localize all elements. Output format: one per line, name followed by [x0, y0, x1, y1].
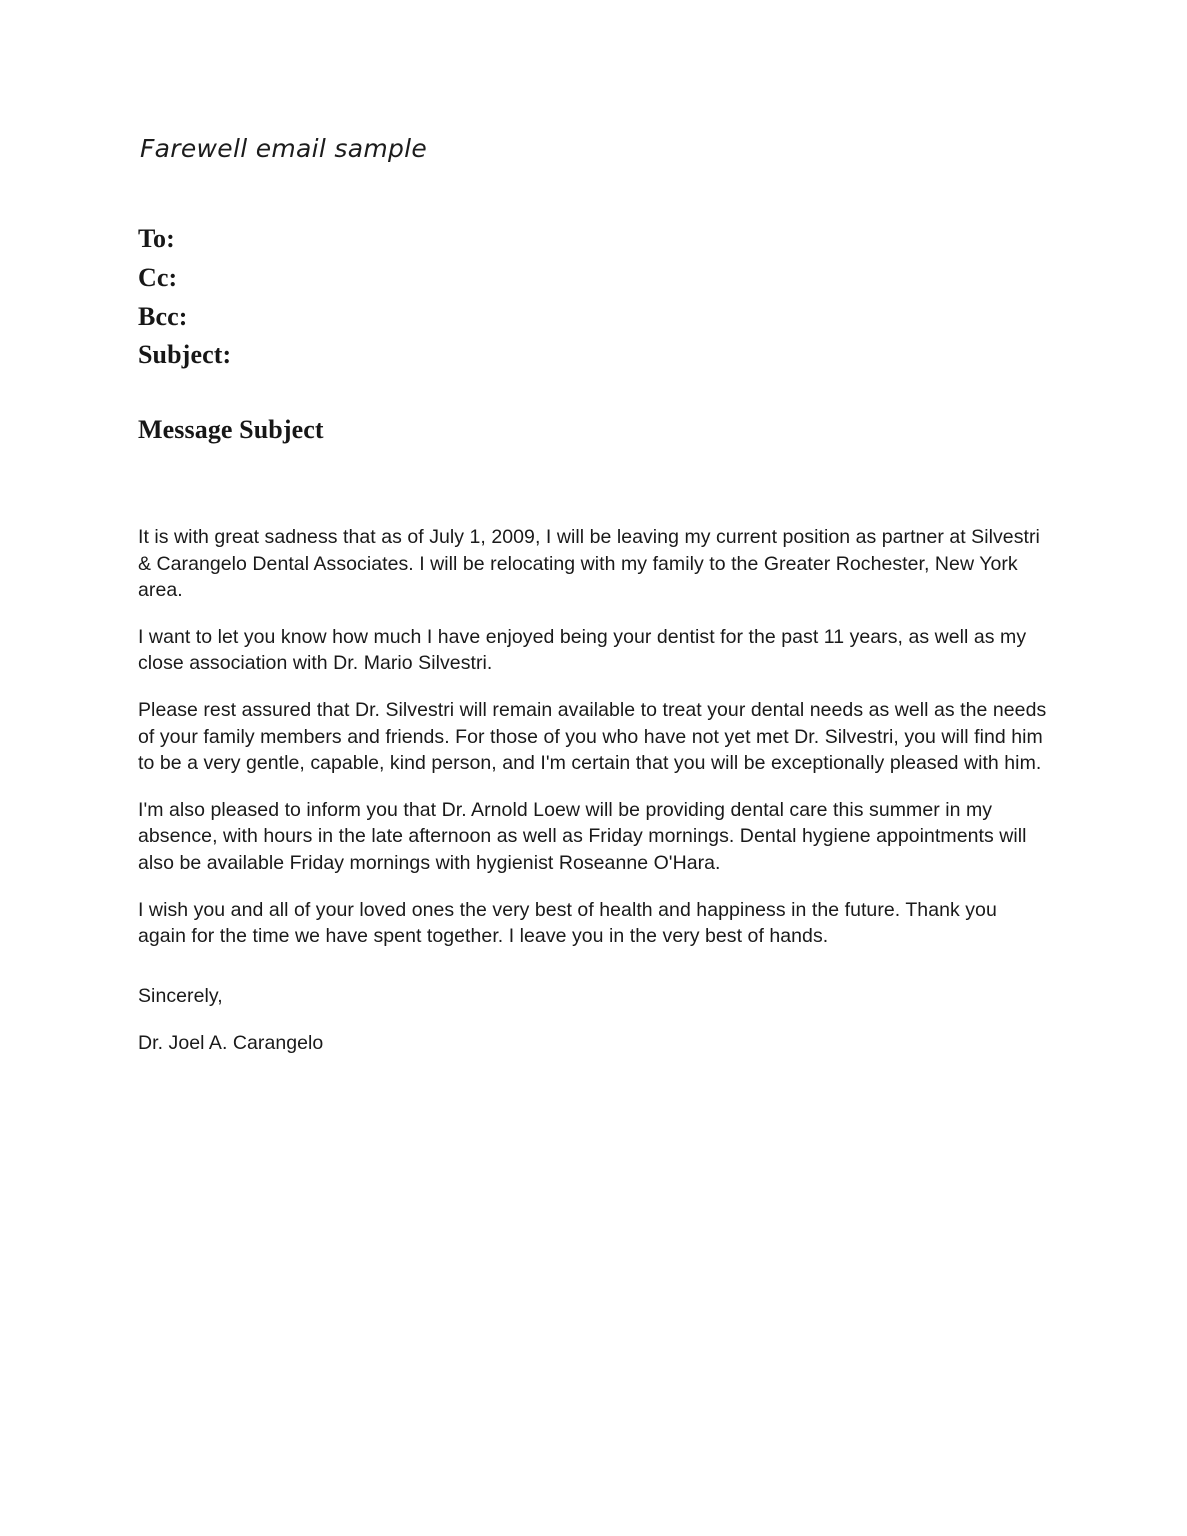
- email-header-fields: [138, 220, 638, 375]
- body-paragraph-1: It is with great sadness that as of July 1, 2009, I will be leaving my current position as partner at Silvestri & Carangelo Dental Associates. I will be relocating with my family to the Greater Rochester, New York area.: [138, 526, 1040, 602]
- field-label-cc: Cc:: [138, 262, 178, 292]
- message-subject-heading: Message Subject: [138, 415, 324, 444]
- signature-name: Dr. Joel A. Carangelo: [138, 1032, 324, 1055]
- field-label-bcc: Bcc:: [138, 301, 188, 331]
- field-label-subject: Subject:: [138, 340, 232, 370]
- closing-salutation: Sincerely,: [138, 984, 223, 1007]
- page-title: Farewell email sample: [140, 134, 428, 163]
- body-paragraph-5: I wish you and all of your loved ones the very best of health and happiness in the future. Thank you again for the time we have spent together. I leave you in the very best of hands.: [138, 898, 997, 948]
- body-paragraph-4: I'm also pleased to inform you that Dr. Arnold Loew will be providing dental care this summer in my absence, with hours in the late afternoon as well as Friday mornings. Dental hygiene appointments will also be available Friday mornings with hygienist Roseanne O'Hara.: [138, 798, 1027, 874]
- message-body: [138, 524, 1050, 1057]
- body-paragraph-3: Please rest assured that Dr. Silvestri will remain available to treat your dental needs as well as the needs of your family members and friends. For those of you who have not yet met Dr. Silvestri, you will find him to be a very gentle, capable, kind person, and I'm certain that you will be exceptionally pleased with him.: [138, 698, 1047, 775]
- field-label-to: To:: [138, 224, 175, 253]
- body-paragraph-2: I want to let you know how much I have enjoyed being your dentist for the past 11 years, as well as my close association with Dr. Mario Silvestri.: [138, 625, 1027, 675]
